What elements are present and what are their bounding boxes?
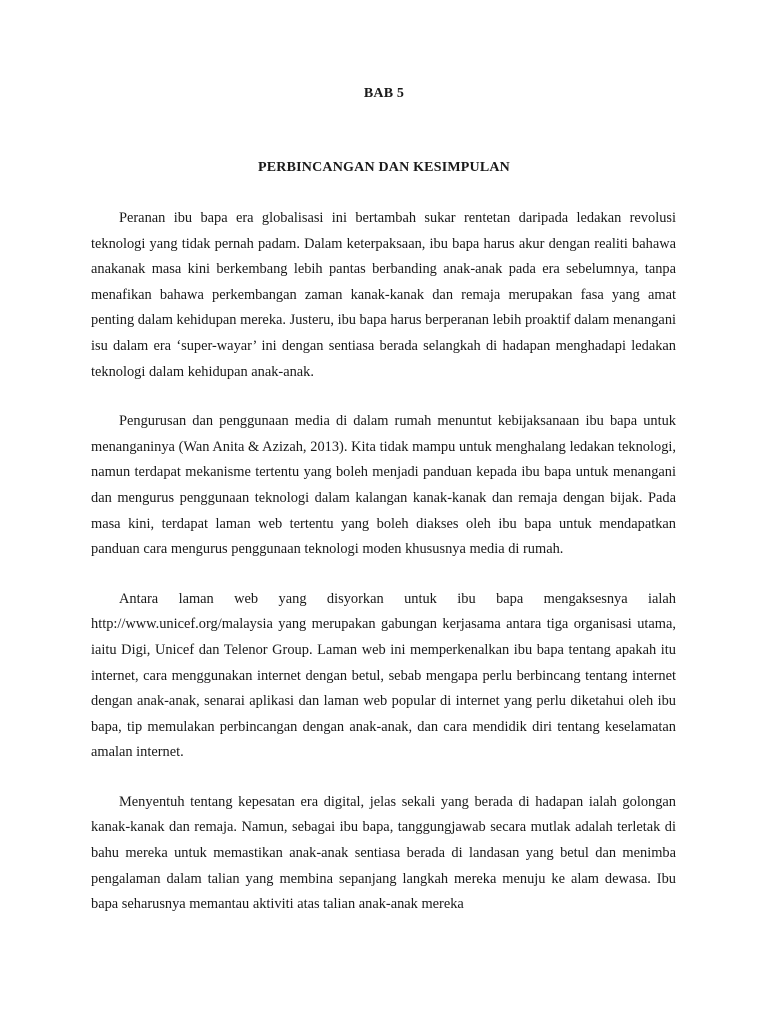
paragraph-4: Menyentuh tentang kepesatan era digital, jelas sekali yang berada di hadapan ialah golongan kanak-kanak dan remaja. Namun, sebagai ibu bapa, tanggungjawab secara mutlak adalah terletak di bahu mereka untuk memastikan anak-anak sentiasa berada di landasan yang betul dan menimba pengalaman dalam talian yang membina sepanjang langkah mereka menuju ke alam dewasa. Ibu bapa seharusnya memantau aktiviti atas talian anak-anak mereka (91, 793, 676, 913)
section-heading: PERBINCANGAN DAN KESIMPULAN (258, 160, 510, 175)
chapter-label: BAB 5 (363, 86, 405, 101)
paragraph-3: Antara laman web yang disyorkan untuk ibu bapa mengaksesnya ialah http://www.unicef.org/malaysia yang merupakan gabungan kerjasama antara tiga organisasi utama, iaitu Digi, Unicef dan Telenor Group. Laman web ini memperkenalkan ibu bapa tentang apakah itu internet, cara menggunakan internet dengan betul, sebab mengapa perlu berbincang tentang internet dengan anak-anak, senarai aplikasi dan laman web popular di internet yang perlu diketahui oleh ibu bapa, tip memulakan perbincangan dengan anak-anak, dan cara mendidik diri tentang keselamatan amalan internet. (91, 590, 676, 761)
body-text (91, 206, 676, 942)
paragraph-2: Pengurusan dan penggunaan media di dalam rumah menuntut kebijaksanaan ibu bapa untuk menanganinya (Wan Anita & Azizah, 2013). Kita tidak mampu untuk menghalang ledakan teknologi, namun terdapat mekanisme tertentu yang boleh menjadi panduan kepada ibu bapa untuk menangani dan mengurus penggunaan teknologi dalam kalangan kanak-kanak dan remaja dengan bijak. Pada masa kini, terdapat laman web tertentu yang boleh diakses oleh ibu bapa untuk mendapatkan panduan cara mengurus penggunaan teknologi moden khususnya media di rumah. (91, 413, 676, 558)
paragraph-1: Peranan ibu bapa era globalisasi ini bertambah sukar rentetan daripada ledakan revolusi teknologi yang tidak pernah padam. Dalam keterpaksaan, ibu bapa harus akur dengan realiti bahawa anakanak masa kini berkembang lebih pantas berbanding anak-anak pada era sebelumnya, tanpa menafikan bahawa perkembangan zaman kanak-kanak dan remaja merupakan fasa yang amat penting dalam kehidupan mereka. Justeru, ibu bapa harus berperanan lebih proaktif dalam menangani isu dalam era ‘super-wayar’ ini dengan sentiasa berada selangkah di hadapan menghadapi ledakan teknologi dalam kehidupan anak-anak. (91, 210, 677, 380)
